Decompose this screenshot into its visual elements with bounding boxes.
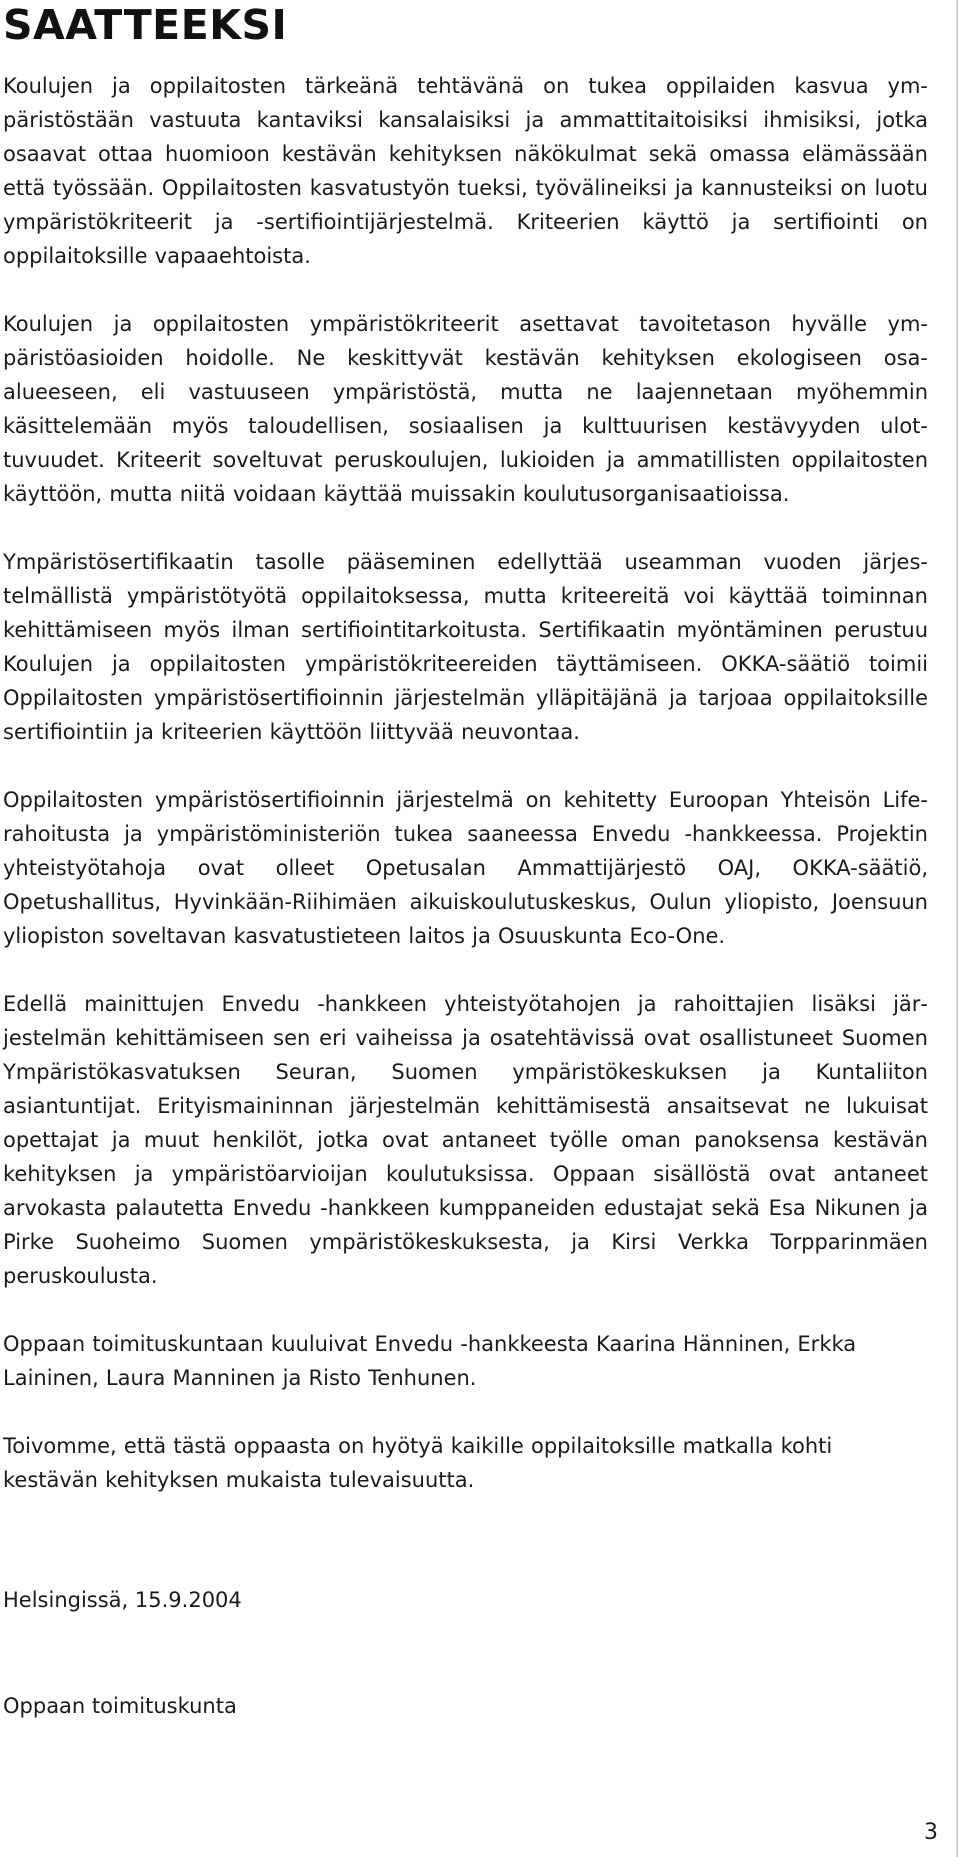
page-edge-divider bbox=[956, 0, 958, 1857]
paragraph-intro: Koulujen ja oppilaitosten tärkeänä tehtävänä on tukea oppilaiden kasvua ympäristöstään vastuuta kantaviksi kansalaisiksi ja ammattitaitoisiksi ihmisiksi, jotka osaavat ottaa huomioon kestävän kehityksen näkökulmat sekä omassa elämässään että työssään. Oppilaitosten kasvatustyön tueksi, työvälineiksi ja kannusteiksi on luotu ympäristökriteerit ja -sertifiointijärjestelmä. Kriteerien käyttö ja sertifiointi on oppilaitoksille vapaaehtoista. bbox=[3, 74, 928, 268]
paragraph-editorial-board: Oppaan toimituskuntaan kuuluivat Envedu -hankkeesta Kaarina Hänninen, Erkka Laininen, Laura Manninen ja Risto Tenhunen. bbox=[3, 1332, 857, 1390]
paragraph-closing-wish: Toivomme, että tästä oppaasta on hyötyä kaikille oppilaitoksille matkalla kohti kestävän kehityksen mukaista tulevaisuutta. bbox=[3, 1434, 833, 1492]
page-title: SAATTEEKSI bbox=[3, 1, 288, 49]
signature: Oppaan toimituskunta bbox=[3, 1694, 237, 1718]
body-text bbox=[3, 69, 928, 1531]
paragraph-development: Oppilaitosten ympäristösertifioinnin järjestelmä on kehitetty Euroopan Yhteisön Life-rahoitusta ja ympäristöministeriön tukea saaneessa Envedu -hankkeessa. Projektin yhteistyötahoja ovat olleet Opetusalan Ammattijärjestö OAJ, OKKA-säätiö, Opetushallitus, Hyvinkään-Riihimäen aikuiskoulutuskeskus, Oulun yliopisto, Joensuun yliopiston soveltavan kasvatustieteen laitos ja Osuuskunta Eco-One. bbox=[3, 788, 928, 948]
paragraph-criteria: Koulujen ja oppilaitosten ympäristökriteerit asettavat tavoitetason hyvälle ympäristöasioiden hoidolle. Ne keskittyvät kestävän kehityksen ekologiseen osaalueeseen, eli vastuuseen ympäristöstä, mutta ne laajennetaan myöhemmin käsittelemään myös taloudellisen, sosiaalisen ja kulttuurisen kestävyyden ulottuvuudet. Kriteerit soveltuvat peruskoulujen, lukioiden ja ammatillisten oppilaitosten käyttöön, mutta niitä voidaan käyttää muissakin koulutusorganisaatioissa. bbox=[3, 312, 928, 506]
place-and-date: Helsingissä, 15.9.2004 bbox=[3, 1588, 242, 1612]
paragraph-acknowledgements: Edellä mainittujen Envedu -hankkeen yhteistyötahojen ja rahoittajien lisäksi järjestelmän kehittämiseen sen eri vaiheissa ja osatehtävissä ovat osallistuneet Suomen Ympäristökasvatuksen Seuran, Suomen ympäristökeskuksen ja Kuntaliiton asiantuntijat. Erityismaininnan järjestelmän kehittämisestä ansaitsevat ne lukuisat opettajat ja muut henkilöt, jotka ovat antaneet työlle oman panoksensa kestävän kehityksen ja ympäristöarvioijan koulutuksissa. Oppaan sisällöstä ovat antaneet arvokasta palautetta Envedu -hankkeen kumppaneiden edustajat sekä Esa Nikunen ja Pirke Suoheimo Suomen ympäristökeskuksesta, ja Kirsi Verkka Torpparinmäen peruskoulusta. bbox=[3, 992, 928, 1288]
paragraph-certificate: Ympäristösertifikaatin tasolle pääseminen edellyttää useamman vuoden järjestelmällistä ympäristötyötä oppilaitoksessa, mutta kriteereitä voi käyttää toiminnan kehittämiseen myös ilman sertifiointitarkoitusta. Sertifikaatin myöntäminen perustuu Koulujen ja oppilaitosten ympäristökriteereiden täyttämiseen. OKKA-säätiö toimii Oppilaitosten ympäristösertifioinnin järjestelmän ylläpitäjänä ja tarjoaa oppilaitoksille sertifiointiin ja kriteerien käyttöön liittyvää neuvontaa. bbox=[3, 550, 928, 744]
page-number: 3 bbox=[924, 1820, 938, 1845]
